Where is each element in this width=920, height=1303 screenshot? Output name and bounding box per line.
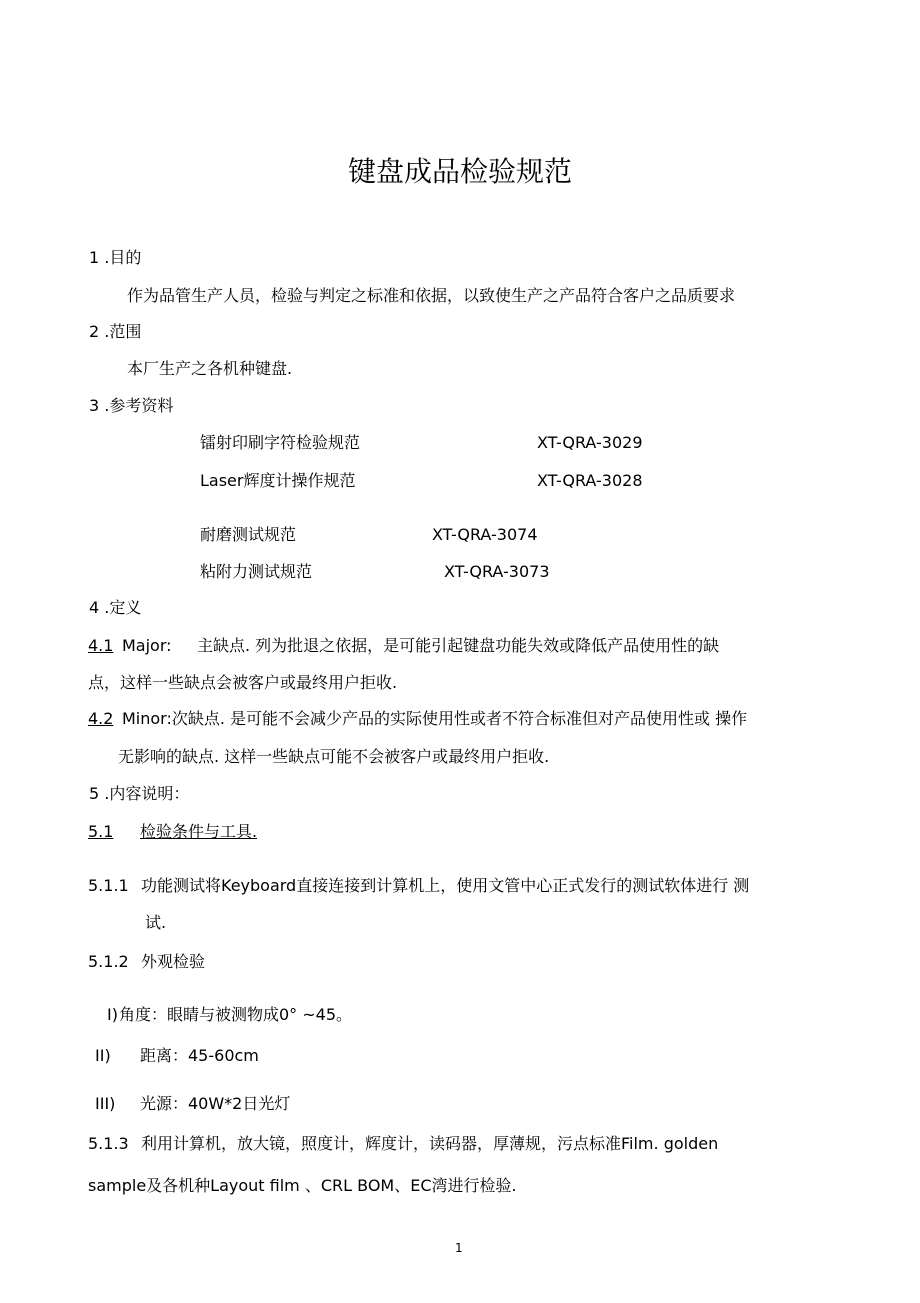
def-4-1-label: Major:	[122, 636, 172, 655]
list-item-number: I)	[107, 1005, 118, 1024]
section-5-1-1-number: 5.1.1	[88, 876, 129, 895]
def-4-1-text: 主缺点. 列为批退之依据，是可能引起键盘功能失效或降低产品使用性的缺	[197, 636, 720, 655]
section-5-1-title: 检验条件与工具.	[140, 822, 258, 841]
ref-name: Laser辉度计操作规范	[200, 471, 356, 490]
def-4-1-number: 4.1	[88, 636, 114, 655]
def-4-2-number: 4.2	[88, 709, 114, 728]
section-2-body: 本厂生产之各机种键盘.	[127, 359, 293, 378]
ref-code: XT-QRA-3028	[537, 471, 643, 490]
list-item-text: 距离：45-60cm	[140, 1046, 259, 1065]
def-4-2-text: Minor:次缺点. 是可能不会减少产品的实际使用性或者不符合标准但对产品使用性或 操作	[122, 709, 748, 728]
section-5-1-2-title: 外观检验	[141, 952, 206, 971]
page-number: 1	[455, 1241, 463, 1255]
list-item-number: II)	[95, 1046, 111, 1065]
section-5-1-3-text-cont: sample及各机种Layout film 、CRL BOM、EC湾进行检验.	[88, 1176, 517, 1195]
section-5-1-3-number: 5.1.3	[88, 1134, 129, 1153]
section-1-body: 作为品管生产人员，检验与判定之标准和依据，以致使生产之产品符合客户之品质要求	[127, 286, 736, 305]
section-2-heading: 2 .范围	[89, 322, 142, 341]
list-item-text: 光源：40W*2日光灯	[140, 1094, 291, 1113]
def-4-1-text-cont: 点，这样一些缺点会被客户或最终用户拒收.	[88, 673, 398, 692]
document-title: 键盘成品检验规范	[347, 155, 572, 188]
ref-code: XT-QRA-3029	[537, 433, 643, 452]
section-5-1-number: 5.1	[88, 822, 114, 841]
section-1-heading: 1 .目的	[89, 248, 142, 267]
section-4-heading: 4 .定义	[89, 598, 142, 617]
ref-name: 粘附力测试规范	[200, 562, 313, 581]
ref-code: XT-QRA-3074	[432, 525, 538, 544]
ref-name: 耐磨测试规范	[200, 525, 297, 544]
section-5-1-2-number: 5.1.2	[88, 952, 129, 971]
section-5-heading: 5 .内容说明：	[89, 784, 190, 803]
section-5-1-1-text: 功能测试将Keyboard直接连接到计算机上，使用文管中心正式发行的测试软体进行 测	[141, 876, 750, 895]
list-item-number: III)	[95, 1094, 116, 1113]
ref-name: 镭射印刷字符检验规范	[200, 433, 361, 452]
section-5-1-3-text: 利用计算机，放大镜，照度计，辉度计，读码器，厚薄规，污点标准Film. golden	[141, 1134, 719, 1153]
section-3-heading: 3 .参考资料	[89, 396, 174, 415]
ref-code: XT-QRA-3073	[444, 562, 550, 581]
section-5-1-1-text-cont: 试.	[145, 913, 167, 932]
list-item-text: 角度：眼睛与被测物成0° ~45。	[119, 1005, 353, 1024]
def-4-2-text-cont: 无影响的缺点. 这样一些缺点可能不会被客户或最终用户拒收.	[118, 747, 550, 766]
